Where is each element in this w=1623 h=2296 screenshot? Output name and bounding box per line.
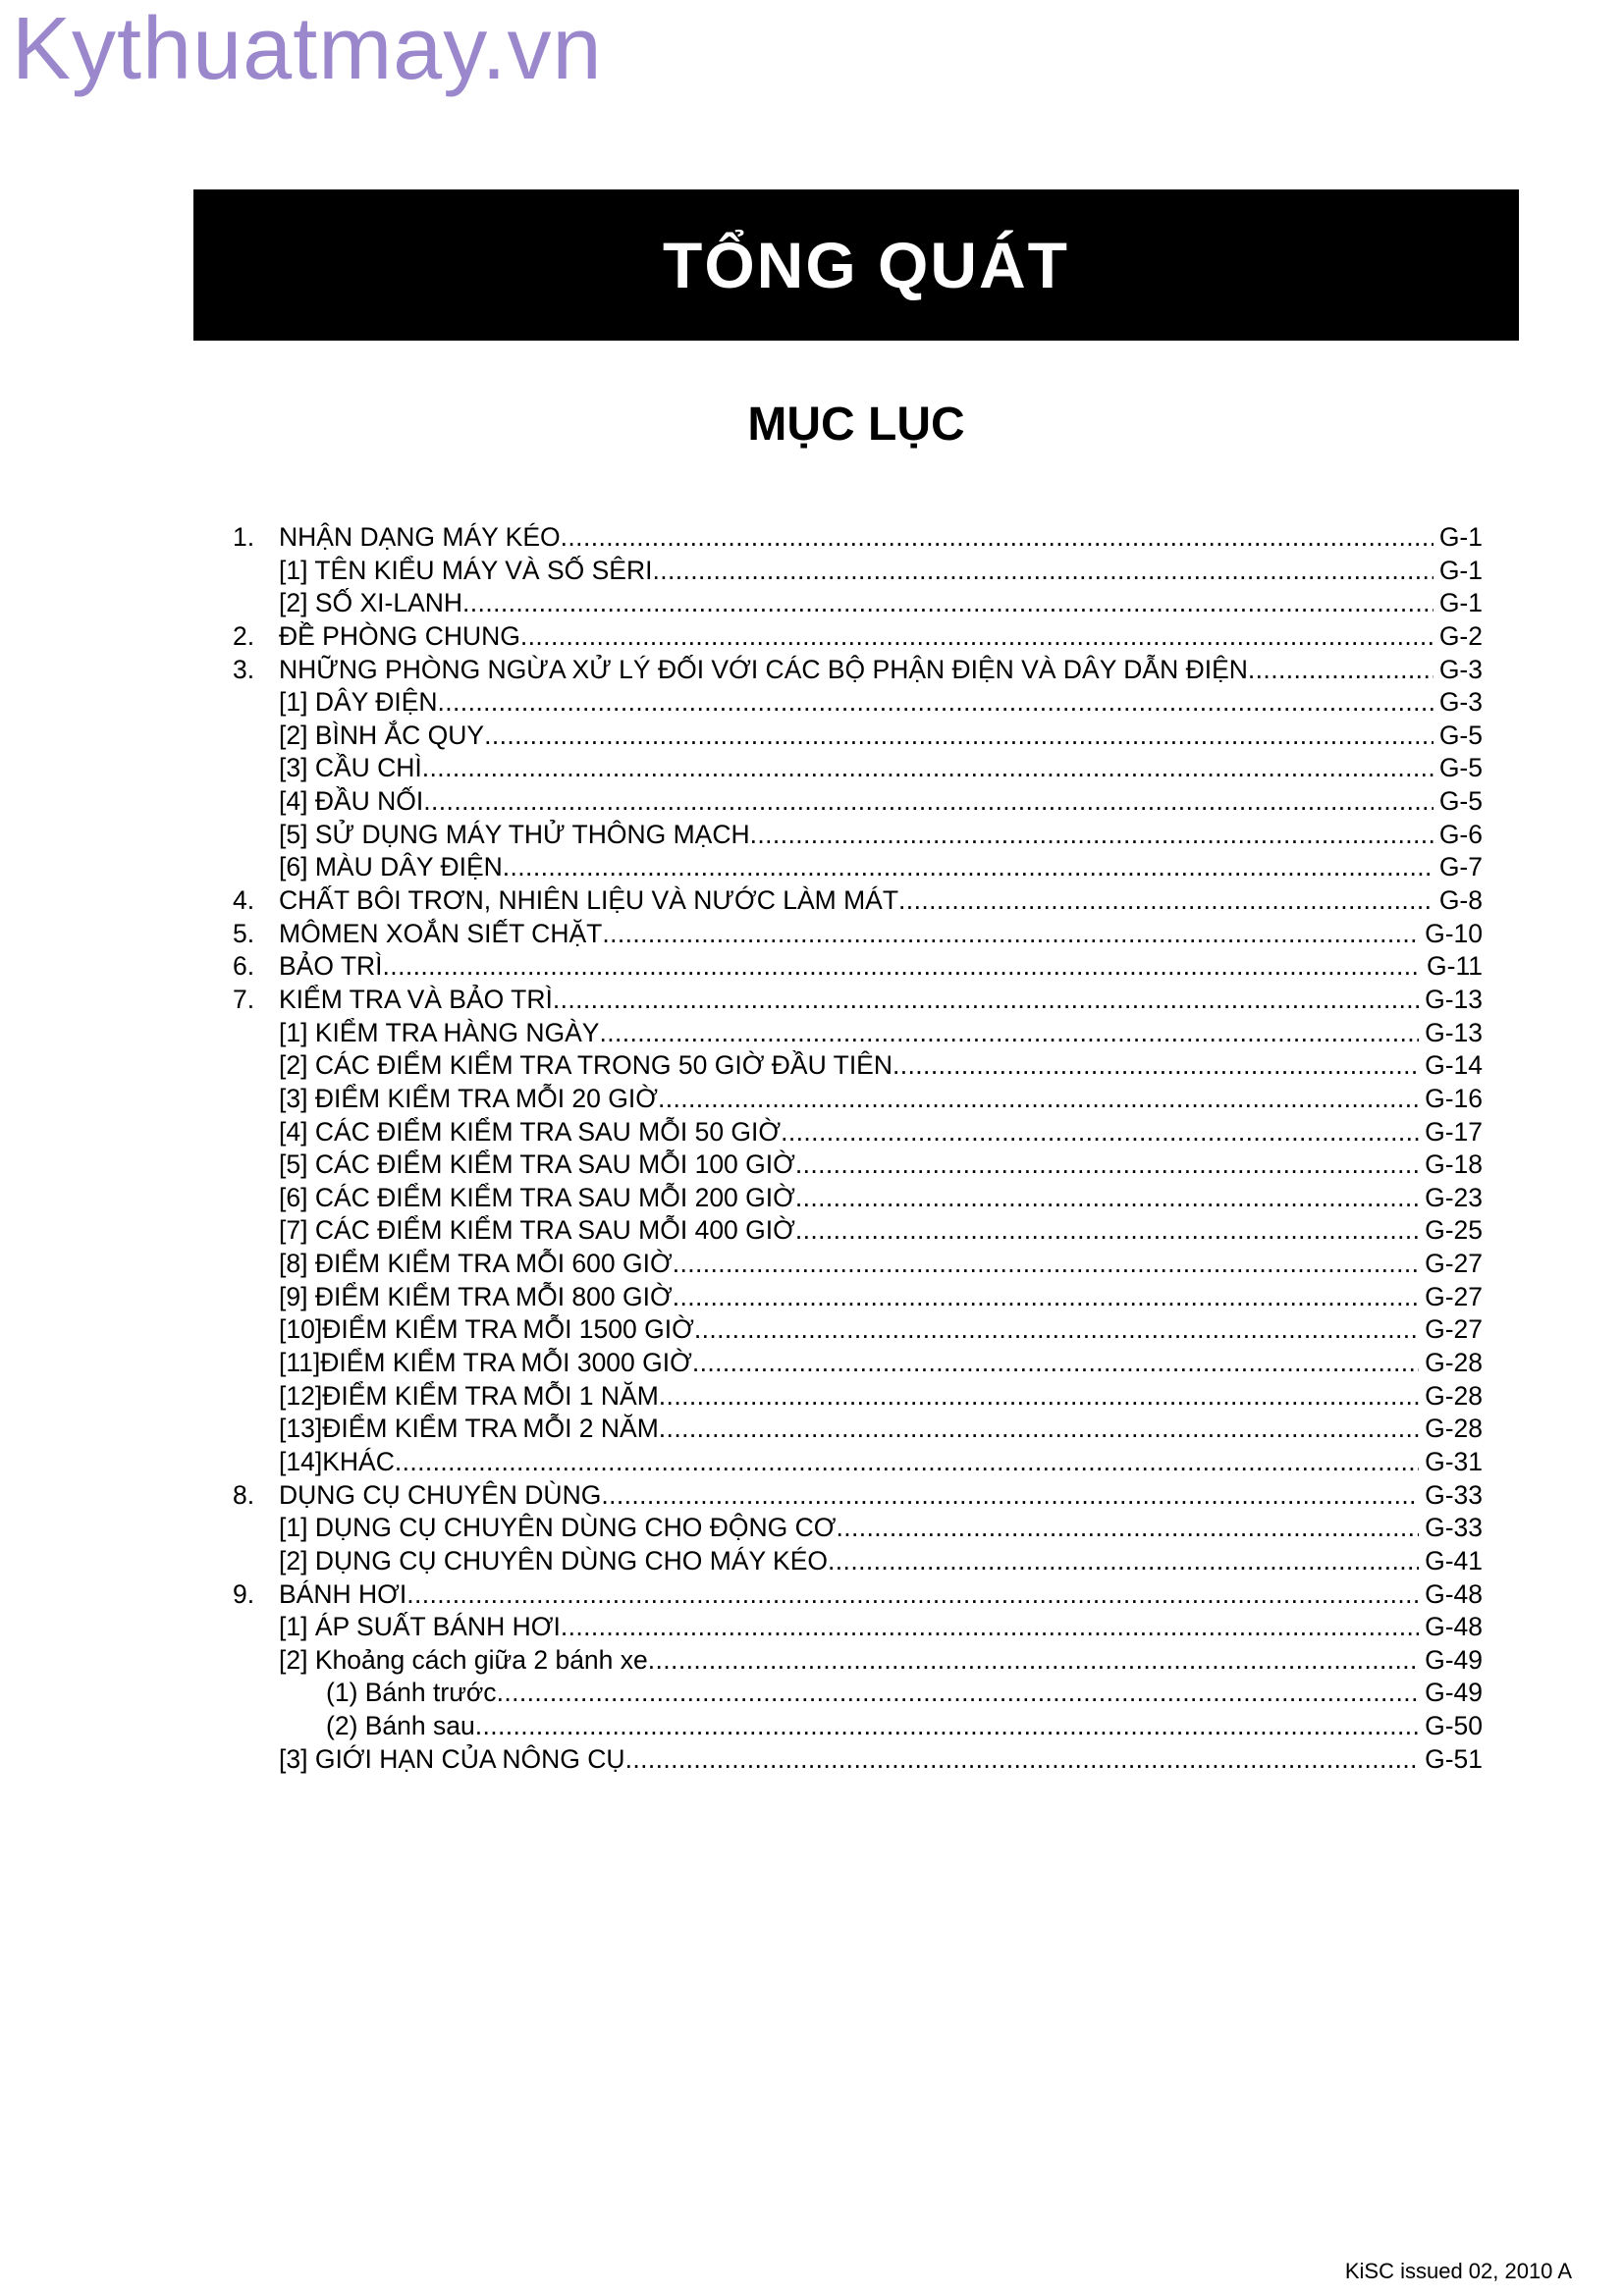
toc-entry-title: CHẤT BÔI TRƠN, NHIÊN LIỆU VÀ NƯỚC LÀM MÁT	[279, 884, 898, 918]
toc-entry-number: 1.	[233, 522, 255, 552]
toc-entry-line	[279, 1248, 1483, 1281]
toc-entry[interactable]	[233, 1347, 1483, 1380]
toc-entry-page: G-18	[1425, 1149, 1483, 1180]
toc-entry-title: NHỮNG PHÒNG NGỪA XỬ LÝ ĐỐI VỚI CÁC BỘ PHẬN ĐIỆN VÀ DÂY DẪN ĐIỆN	[279, 654, 1248, 687]
toc-entry-page: G-8	[1438, 885, 1483, 916]
toc-dot-leader	[406, 1578, 1419, 1612]
toc-entry-line	[279, 1611, 1483, 1644]
toc-entry[interactable]	[233, 819, 1483, 852]
toc-entry-title: [5] CÁC ĐIỂM KIỂM TRA SAU MỖI 100 GIỜ	[279, 1148, 795, 1182]
toc-dot-leader	[601, 1479, 1419, 1513]
toc-dot-leader	[795, 1148, 1419, 1182]
toc-entry-line	[279, 1017, 1483, 1050]
toc-entry-title: [13]ĐIỂM KIỂM TRA MỖI 2 NĂM	[279, 1413, 659, 1446]
toc-entry-title: (2) Bánh sau	[326, 1710, 475, 1743]
toc-dot-leader	[561, 1611, 1419, 1644]
toc-entry-number: 9.	[233, 1578, 255, 1609]
toc-entry-page: G-2	[1438, 620, 1483, 651]
toc-entry-page: G-5	[1438, 786, 1483, 817]
toc-entry-page: G-3	[1438, 654, 1483, 684]
toc-dot-leader	[795, 1182, 1419, 1215]
toc-entry-title: NHẬN DẠNG MÁY KÉO	[279, 521, 561, 555]
toc-dot-leader	[497, 1677, 1420, 1710]
toc-entry[interactable]	[233, 1380, 1483, 1414]
toc-entry[interactable]	[233, 1182, 1483, 1215]
toc-entry[interactable]	[233, 984, 1483, 1017]
toc-heading: MỤC LỤC	[747, 399, 965, 451]
toc-entry-line	[279, 620, 1483, 654]
toc-entry-line	[279, 752, 1483, 785]
toc-entry-line	[279, 1413, 1483, 1446]
toc-entry-line	[279, 1479, 1483, 1513]
toc-dot-leader	[553, 984, 1419, 1017]
toc-entry[interactable]	[233, 918, 1483, 951]
toc-entry-line	[279, 1578, 1483, 1612]
toc-dot-leader	[828, 1545, 1419, 1578]
toc-entry[interactable]	[233, 1148, 1483, 1182]
toc-entry[interactable]	[233, 1083, 1483, 1116]
toc-entry-title: DỤNG CỤ CHUYÊN DÙNG	[279, 1479, 601, 1513]
toc-dot-leader	[423, 785, 1434, 819]
toc-entry[interactable]	[233, 620, 1483, 654]
toc-entry-line	[279, 1644, 1483, 1678]
toc-entry[interactable]	[233, 720, 1483, 753]
toc-entry-number: 3.	[233, 654, 255, 684]
toc-dot-leader	[602, 918, 1419, 951]
toc-entry-page: G-23	[1425, 1182, 1483, 1212]
title-banner	[193, 189, 1519, 341]
toc-entry[interactable]	[233, 1446, 1483, 1479]
toc-dot-leader	[484, 720, 1434, 753]
toc-dot-leader	[893, 1049, 1419, 1083]
toc-entry-title: [5] SỬ DỤNG MÁY THỬ THÔNG MẠCH	[279, 819, 750, 852]
toc-entry-title: [6] CÁC ĐIỂM KIỂM TRA SAU MỖI 200 GIỜ	[279, 1182, 795, 1215]
toc-entry[interactable]	[233, 1413, 1483, 1446]
toc-entry[interactable]	[233, 1578, 1483, 1612]
toc-entry[interactable]	[233, 1512, 1483, 1545]
toc-entry-number: 5.	[233, 918, 255, 948]
toc-entry-title: [3] CẦU CHÌ	[279, 752, 422, 785]
toc-entry-line	[279, 1148, 1483, 1182]
toc-entry-page: G-14	[1425, 1050, 1483, 1081]
toc-entry-page: G-48	[1425, 1612, 1483, 1642]
toc-entry-title: [2] SỐ XI-LANH	[279, 587, 462, 620]
toc-entry-page: G-33	[1425, 1513, 1483, 1543]
toc-entry-page: G-11	[1427, 951, 1483, 982]
toc-entry[interactable]	[233, 1313, 1483, 1347]
toc-dot-leader	[462, 587, 1434, 620]
toc-entry[interactable]	[233, 1743, 1483, 1777]
toc-entry-title: (1) Bánh trước	[326, 1677, 497, 1710]
toc-entry[interactable]	[233, 555, 1483, 588]
footer-issue-note: KiSC issued 02, 2010 A	[1344, 2259, 1572, 2283]
toc-entry-title: KIỂM TRA VÀ BẢO TRÌ	[279, 984, 553, 1017]
toc-entry[interactable]	[233, 1611, 1483, 1644]
toc-entry-title: MÔMEN XOẮN SIẾT CHẶT	[279, 918, 602, 951]
toc-entry-page: G-28	[1425, 1380, 1483, 1411]
toc-entry-line	[279, 1446, 1483, 1479]
toc-dot-leader	[438, 686, 1434, 720]
toc-entry-title: BẢO TRÌ	[279, 950, 383, 984]
toc-entry[interactable]	[233, 654, 1483, 687]
toc-entry[interactable]	[233, 1281, 1483, 1314]
toc-entry-title: [4] ĐẦU NỐI	[279, 785, 423, 819]
toc-dot-leader	[625, 1743, 1420, 1777]
toc-entry[interactable]	[233, 1479, 1483, 1513]
toc-entry-title: [1] KIỂM TRA HÀNG NGÀY	[279, 1017, 599, 1050]
toc-entry-title: [1] DÂY ĐIỆN	[279, 686, 438, 720]
toc-entry-page: G-1	[1438, 522, 1483, 552]
page-title: TỔNG QUÁT	[663, 229, 1069, 301]
toc-entry[interactable]	[233, 1017, 1483, 1050]
toc-dot-leader	[898, 884, 1434, 918]
toc-entry-line	[279, 587, 1483, 620]
toc-entry-title: [7] CÁC ĐIỂM KIỂM TRA SAU MỖI 400 GIỜ	[279, 1214, 795, 1248]
toc-dot-leader	[836, 1512, 1419, 1545]
toc-entry-page: G-7	[1438, 852, 1483, 882]
toc-dot-leader	[520, 620, 1434, 654]
toc-entry-title: [2] BÌNH ẮC QUY	[279, 720, 484, 753]
toc-dot-leader	[750, 819, 1434, 852]
toc-entry-number: 7.	[233, 984, 255, 1014]
toc-dot-leader	[1248, 654, 1434, 687]
toc-entry[interactable]	[233, 1116, 1483, 1149]
toc-entry-title: [10]ĐIỂM KIỂM TRA MỖI 1500 GIỜ	[279, 1313, 694, 1347]
toc-entry-page: G-49	[1425, 1644, 1483, 1675]
toc-entry-line	[279, 1116, 1483, 1149]
toc-entry-page: G-41	[1425, 1545, 1483, 1575]
toc-entry-page: G-13	[1425, 984, 1483, 1014]
toc-entry-line	[279, 984, 1483, 1017]
toc-entry-number: 4.	[233, 885, 255, 916]
toc-entry-page: G-28	[1425, 1348, 1483, 1378]
toc-entry-page: G-10	[1425, 918, 1483, 948]
toc-dot-leader	[395, 1446, 1419, 1479]
toc-entry-line	[279, 1083, 1483, 1116]
toc-entry-page: G-5	[1438, 720, 1483, 750]
toc-entry-page: G-3	[1438, 687, 1483, 718]
toc-entry-line	[279, 686, 1483, 720]
toc-entry-title: [6] MÀU DÂY ĐIỆN	[279, 851, 503, 884]
toc-dot-leader	[658, 1083, 1419, 1116]
toc-entry-page: G-1	[1438, 588, 1483, 618]
toc-entry-line	[279, 1743, 1483, 1777]
toc-dot-leader	[422, 752, 1434, 785]
toc-entry-line	[279, 1182, 1483, 1215]
toc-entry[interactable]	[233, 1049, 1483, 1083]
toc-dot-leader	[648, 1644, 1419, 1678]
toc-entry-page: G-16	[1425, 1083, 1483, 1113]
toc-entry-page: G-27	[1425, 1314, 1483, 1345]
toc-entry-page: G-17	[1425, 1116, 1483, 1147]
toc-dot-leader	[673, 1248, 1419, 1281]
toc-entry-line	[279, 851, 1483, 884]
toc-entry-title: [3] GIỚI HẠN CỦA NÔNG CỤ	[279, 1743, 625, 1777]
toc-entry-line	[279, 521, 1483, 555]
toc-entry-line	[279, 1347, 1483, 1380]
toc-entry[interactable]	[233, 1710, 1483, 1743]
toc-entry-line	[279, 654, 1483, 687]
toc-entry[interactable]	[233, 1248, 1483, 1281]
toc-entry-line	[279, 1313, 1483, 1347]
toc-dot-leader	[673, 1281, 1419, 1314]
toc-entry-line	[326, 1710, 1483, 1743]
toc-entry-page: G-13	[1425, 1017, 1483, 1047]
toc-entry-number: 8.	[233, 1479, 255, 1510]
table-of-contents	[233, 521, 1483, 1776]
toc-entry-line	[326, 1677, 1483, 1710]
toc-entry-page: G-25	[1425, 1215, 1483, 1246]
toc-entry[interactable]	[233, 521, 1483, 555]
toc-dot-leader	[383, 950, 1422, 984]
toc-entry-number: 6.	[233, 951, 255, 982]
toc-entry-title: [12]ĐIỂM KIỂM TRA MỖI 1 NĂM	[279, 1380, 659, 1414]
toc-entry-page: G-50	[1425, 1711, 1483, 1741]
toc-entry[interactable]	[233, 851, 1483, 884]
toc-entry-line	[279, 950, 1483, 984]
toc-entry-title: [8] ĐIỂM KIỂM TRA MỖI 600 GIỜ	[279, 1248, 673, 1281]
toc-entry[interactable]	[233, 686, 1483, 720]
toc-entry-line	[279, 1545, 1483, 1578]
toc-entry-line	[279, 1380, 1483, 1414]
toc-entry-title: [2] DỤNG CỤ CHUYÊN DÙNG CHO MÁY KÉO	[279, 1545, 828, 1578]
toc-entry[interactable]	[233, 785, 1483, 819]
toc-entry-line	[279, 918, 1483, 951]
toc-dot-leader	[659, 1380, 1419, 1414]
toc-entry[interactable]	[233, 884, 1483, 918]
toc-entry-title: [11]ĐIỂM KIỂM TRA MỖI 3000 GIỜ	[279, 1347, 692, 1380]
toc-dot-leader	[652, 555, 1433, 588]
toc-entry-line	[279, 555, 1483, 588]
toc-dot-leader	[599, 1017, 1419, 1050]
toc-entry-number: 2.	[233, 620, 255, 651]
toc-dot-leader	[795, 1214, 1419, 1248]
toc-dot-leader	[503, 851, 1434, 884]
toc-dot-leader	[781, 1116, 1419, 1149]
toc-entry[interactable]	[233, 587, 1483, 620]
toc-dot-leader	[561, 521, 1434, 555]
toc-entry-page: G-33	[1425, 1479, 1483, 1510]
toc-entry-page: G-6	[1438, 819, 1483, 849]
toc-entry-title: BÁNH HƠI	[279, 1578, 406, 1612]
toc-dot-leader	[659, 1413, 1419, 1446]
toc-entry[interactable]	[233, 1644, 1483, 1678]
toc-entry-line	[279, 1049, 1483, 1083]
toc-entry-title: [2] CÁC ĐIỂM KIỂM TRA TRONG 50 GIỜ ĐẦU TIÊN	[279, 1049, 893, 1083]
toc-entry-title: [4] CÁC ĐIỂM KIỂM TRA SAU MỖI 50 GIỜ	[279, 1116, 781, 1149]
toc-entry-title: [1] TÊN KIỂU MÁY VÀ SỐ SÊRI	[279, 555, 652, 588]
toc-entry-line	[279, 884, 1483, 918]
toc-dot-leader	[475, 1710, 1419, 1743]
toc-entry-page: G-1	[1438, 555, 1483, 585]
toc-dot-leader	[694, 1313, 1419, 1347]
toc-entry-page: G-27	[1425, 1249, 1483, 1279]
toc-entry-title: ĐỀ PHÒNG CHUNG	[279, 620, 520, 654]
watermark-text: Kythuatmay.vn	[12, 0, 603, 98]
toc-entry-line	[279, 720, 1483, 753]
toc-entry-page: G-31	[1425, 1446, 1483, 1476]
toc-entry[interactable]	[233, 1545, 1483, 1578]
toc-entry[interactable]	[233, 752, 1483, 785]
toc-entry-title: [14]KHÁC	[279, 1446, 395, 1479]
toc-entry-page: G-27	[1425, 1281, 1483, 1311]
toc-entry-page: G-28	[1425, 1414, 1483, 1444]
toc-entry-title: [1] ÁP SUẤT BÁNH HƠI	[279, 1611, 561, 1644]
toc-entry-line	[279, 1214, 1483, 1248]
toc-entry[interactable]	[233, 1214, 1483, 1248]
toc-entry-line	[279, 1281, 1483, 1314]
toc-entry-page: G-49	[1425, 1678, 1483, 1708]
toc-entry-page: G-5	[1438, 753, 1483, 783]
toc-entry-title: [3] ĐIỂM KIỂM TRA MỖI 20 GIỜ	[279, 1083, 658, 1116]
toc-entry-title: [2] Khoảng cách giữa 2 bánh xe	[279, 1644, 648, 1678]
toc-entry[interactable]	[233, 950, 1483, 984]
toc-entry-title: [1] DỤNG CỤ CHUYÊN DÙNG CHO ĐỘNG CƠ	[279, 1512, 836, 1545]
toc-entry-page: G-51	[1425, 1743, 1483, 1774]
toc-entry-line	[279, 819, 1483, 852]
toc-entry-page: G-48	[1425, 1578, 1483, 1609]
toc-entry[interactable]	[233, 1677, 1483, 1710]
toc-dot-leader	[692, 1347, 1419, 1380]
toc-entry-line	[279, 1512, 1483, 1545]
toc-entry-line	[279, 785, 1483, 819]
toc-entry-title: [9] ĐIỂM KIỂM TRA MỖI 800 GIỜ	[279, 1281, 673, 1314]
